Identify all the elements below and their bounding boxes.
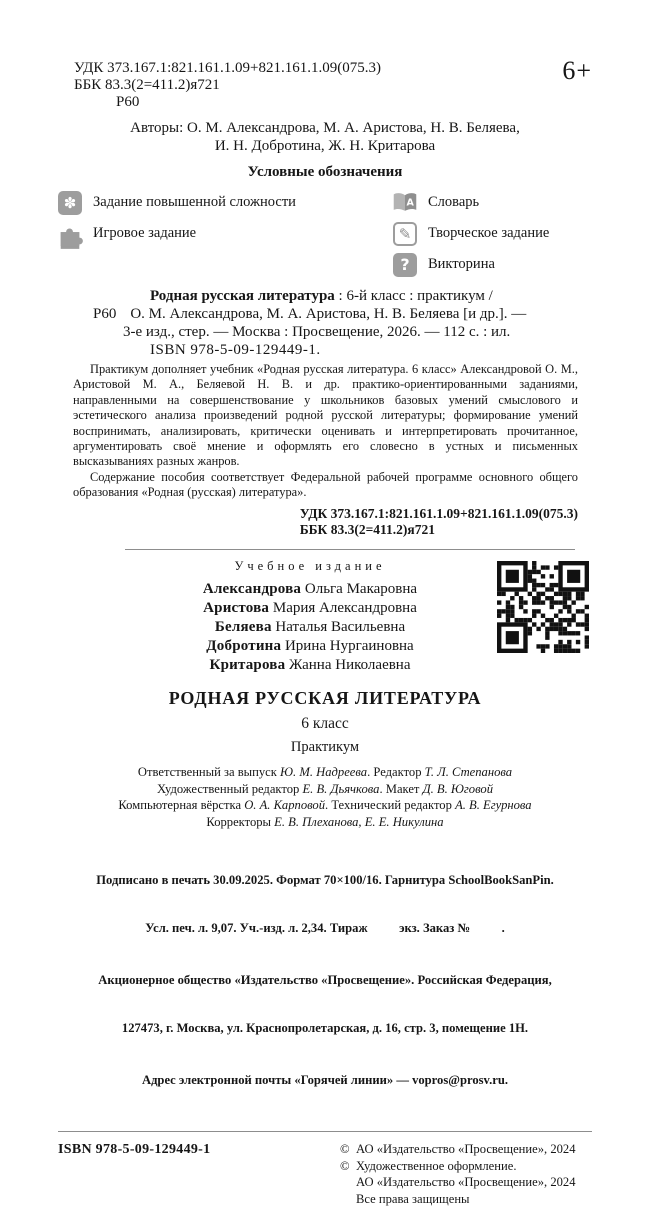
authors-line-1: Авторы: О. М. Александрова, М. А. Аристова, Н. В. Беляева, xyxy=(130,120,520,136)
legend-title: Условные обозначения xyxy=(247,164,403,180)
book-type: Практикум xyxy=(290,739,360,756)
copyright-line: АО «Издательство «Просвещение», 2024 xyxy=(356,1175,576,1190)
legend-label: Творческое задание xyxy=(428,225,550,241)
annotation-paragraph-1: Практикум дополняет учебник «Родная русская литература. 6 класс» Александровой О. М., Аристовой М. А., Беляевой Н. В. и др. практико-ориентированными заданиями, направленными на совершенствование у школьников базовых умений смыслового и эстетического анализа произведений родной русской литературы; формирование умений воспринимать, анализировать, критически оценивать и интерпретировать прочитанное, аргументировать своё мнение и оформлять его словесно в устных и письменных высказываниях разных жанров. xyxy=(73,362,578,469)
legend xyxy=(58,187,592,280)
biblio-line-1 xyxy=(76,287,592,305)
edition-block xyxy=(58,559,592,675)
pen-icon: ✎ xyxy=(393,222,417,246)
dictionary-book-icon xyxy=(393,191,417,215)
edition-author xyxy=(90,637,530,656)
udk-bbk-right-wrap xyxy=(58,506,578,540)
legend-right-column xyxy=(393,187,592,280)
legend-item-hard-task xyxy=(58,187,393,218)
classification-codes xyxy=(74,60,381,111)
biblio-title: Родная русская литература xyxy=(150,288,335,304)
authors-line-2: И. Н. Добротина, Ж. Н. Критарова xyxy=(214,137,436,154)
legend-label: Викторина xyxy=(428,256,495,272)
book-grade: 6 класс xyxy=(301,715,349,733)
biblio-title-rest: : 6-й класс : практикум / xyxy=(334,288,493,304)
bbk-right-line: ББК 83.3(2=411.2)я721 xyxy=(299,522,435,538)
publisher-address-line: 127473, г. Москва, ул. Краснопролетарская, д. 16, стр. 3, помещение 1Н. xyxy=(121,1021,529,1036)
top-codes-row xyxy=(58,56,592,111)
legend-label: Словарь xyxy=(428,194,480,210)
legend-label: Задание повышенной сложности xyxy=(93,194,296,210)
biblio-isbn-line: ISBN 978-5-09-129449-1. xyxy=(150,342,321,358)
flower-icon: ✽ xyxy=(58,191,82,215)
edition-author xyxy=(90,599,530,618)
puzzle-icon xyxy=(58,222,82,246)
credits-line: Художественный редактор Е. В. Дьячкова. Макет Д. В. Юговой xyxy=(157,781,493,796)
edition-heading: Учебное издание xyxy=(234,559,386,574)
legend-label: Игровое задание xyxy=(93,225,197,241)
udk-right-line: УДК 373.167.1:821.161.1.09+821.161.1.09(075.3) xyxy=(299,505,578,521)
biblio-line-2 xyxy=(76,305,592,323)
legend-left-column xyxy=(58,187,393,280)
annotation xyxy=(73,362,578,501)
copyright-icon: © xyxy=(340,1158,350,1173)
isbn-footer: ISBN 978-5-09-129449-1 xyxy=(58,1142,211,1158)
edition-author xyxy=(90,580,530,599)
credits-line: Корректоры Е. В. Плеханова, Е. Е. Никулина xyxy=(206,814,444,829)
legend-item-quiz xyxy=(393,249,592,280)
biblio-authors: О. М. Александрова, М. А. Аристова, Н. В. Беляева [и др.]. — xyxy=(130,306,527,322)
age-rating-badge: 6+ xyxy=(562,56,592,85)
copyright-line: Все права защищены xyxy=(356,1191,470,1206)
author-name: Наталья Васильевна xyxy=(271,619,406,636)
print-info-line: Подписано в печать 30.09.2025. Формат 70×100/16. Гарнитура SchoolBookSanPin. xyxy=(96,873,554,888)
svg-text:A: A xyxy=(406,197,414,209)
udk-line: УДК 373.167.1:821.161.1.09+821.161.1.09(075.3) xyxy=(74,60,381,76)
publisher-address-line: Акционерное общество «Издательство «Просвещение». Российская Федерация, xyxy=(98,973,552,988)
author-sign-code: Р60 xyxy=(116,94,140,110)
copyright-line: © Художественное оформление. xyxy=(340,1158,517,1173)
credits-line: Ответственный за выпуск Ю. М. Надреева. Редактор Т. Л. Степанова xyxy=(137,765,513,780)
edition-author xyxy=(90,618,530,637)
author-name: Мария Александровна xyxy=(269,600,417,617)
copyright-line: © АО «Издательство «Просвещение», 2024 xyxy=(340,1142,576,1157)
divider-rule-bottom xyxy=(58,1131,592,1132)
edition-authors xyxy=(90,580,530,675)
credits-line: Компьютерная вёрстка О. А. Карповой. Технический редактор А. В. Егурнова xyxy=(118,798,532,813)
legend-item-creative-task xyxy=(393,218,592,249)
print-info-block xyxy=(58,840,592,1120)
legend-item-game-task xyxy=(58,218,393,249)
author-surname: Добротина xyxy=(206,638,282,655)
copyright-block xyxy=(340,1141,592,1207)
edition-column xyxy=(90,559,530,675)
divider-rule-top xyxy=(125,549,575,550)
question-icon: ? xyxy=(393,253,417,277)
print-info-line: Усл. печ. л. 9,07. Уч.-изд. л. 2,34. Тираж экз. Заказ № . xyxy=(145,921,505,936)
legend-item-dictionary xyxy=(393,187,592,218)
author-surname: Александрова xyxy=(202,581,302,598)
edition-author xyxy=(90,656,530,675)
hotline-email-line: Адрес электронной почты «Горячей линии» — vopros@prosv.ru. xyxy=(141,1073,509,1088)
udk-bbk-right xyxy=(300,506,578,539)
credits-block xyxy=(58,764,592,830)
author-surname: Аристова xyxy=(203,600,270,617)
annotation-paragraph-2: Содержание пособия соответствует Федеральной рабочей программе основного общего образования «Родная (русская) литература». xyxy=(73,469,578,500)
copyright-icon: © xyxy=(340,1142,350,1157)
biblio-line-3: 3-е изд., стер. — Москва : Просвещение, 2026. — 112 с. : ил. xyxy=(123,324,511,340)
author-name: Жанна Николаевна xyxy=(285,657,411,674)
authors-block xyxy=(58,120,592,155)
author-surname: Беляева xyxy=(214,619,272,636)
bibliographic-record xyxy=(76,287,592,359)
bbk-line: ББК 83.3(2=411.2)я721 xyxy=(74,77,220,93)
biblio-code: Р60 xyxy=(93,306,117,322)
qr-code xyxy=(497,561,589,653)
book-title: РОДНАЯ РУССКАЯ ЛИТЕРАТУРА xyxy=(168,688,482,709)
author-name: Ольга Макаровна xyxy=(301,581,418,598)
footer xyxy=(58,1141,592,1207)
author-surname: Критарова xyxy=(209,657,286,674)
author-name: Ирина Нургаиновна xyxy=(281,638,414,655)
